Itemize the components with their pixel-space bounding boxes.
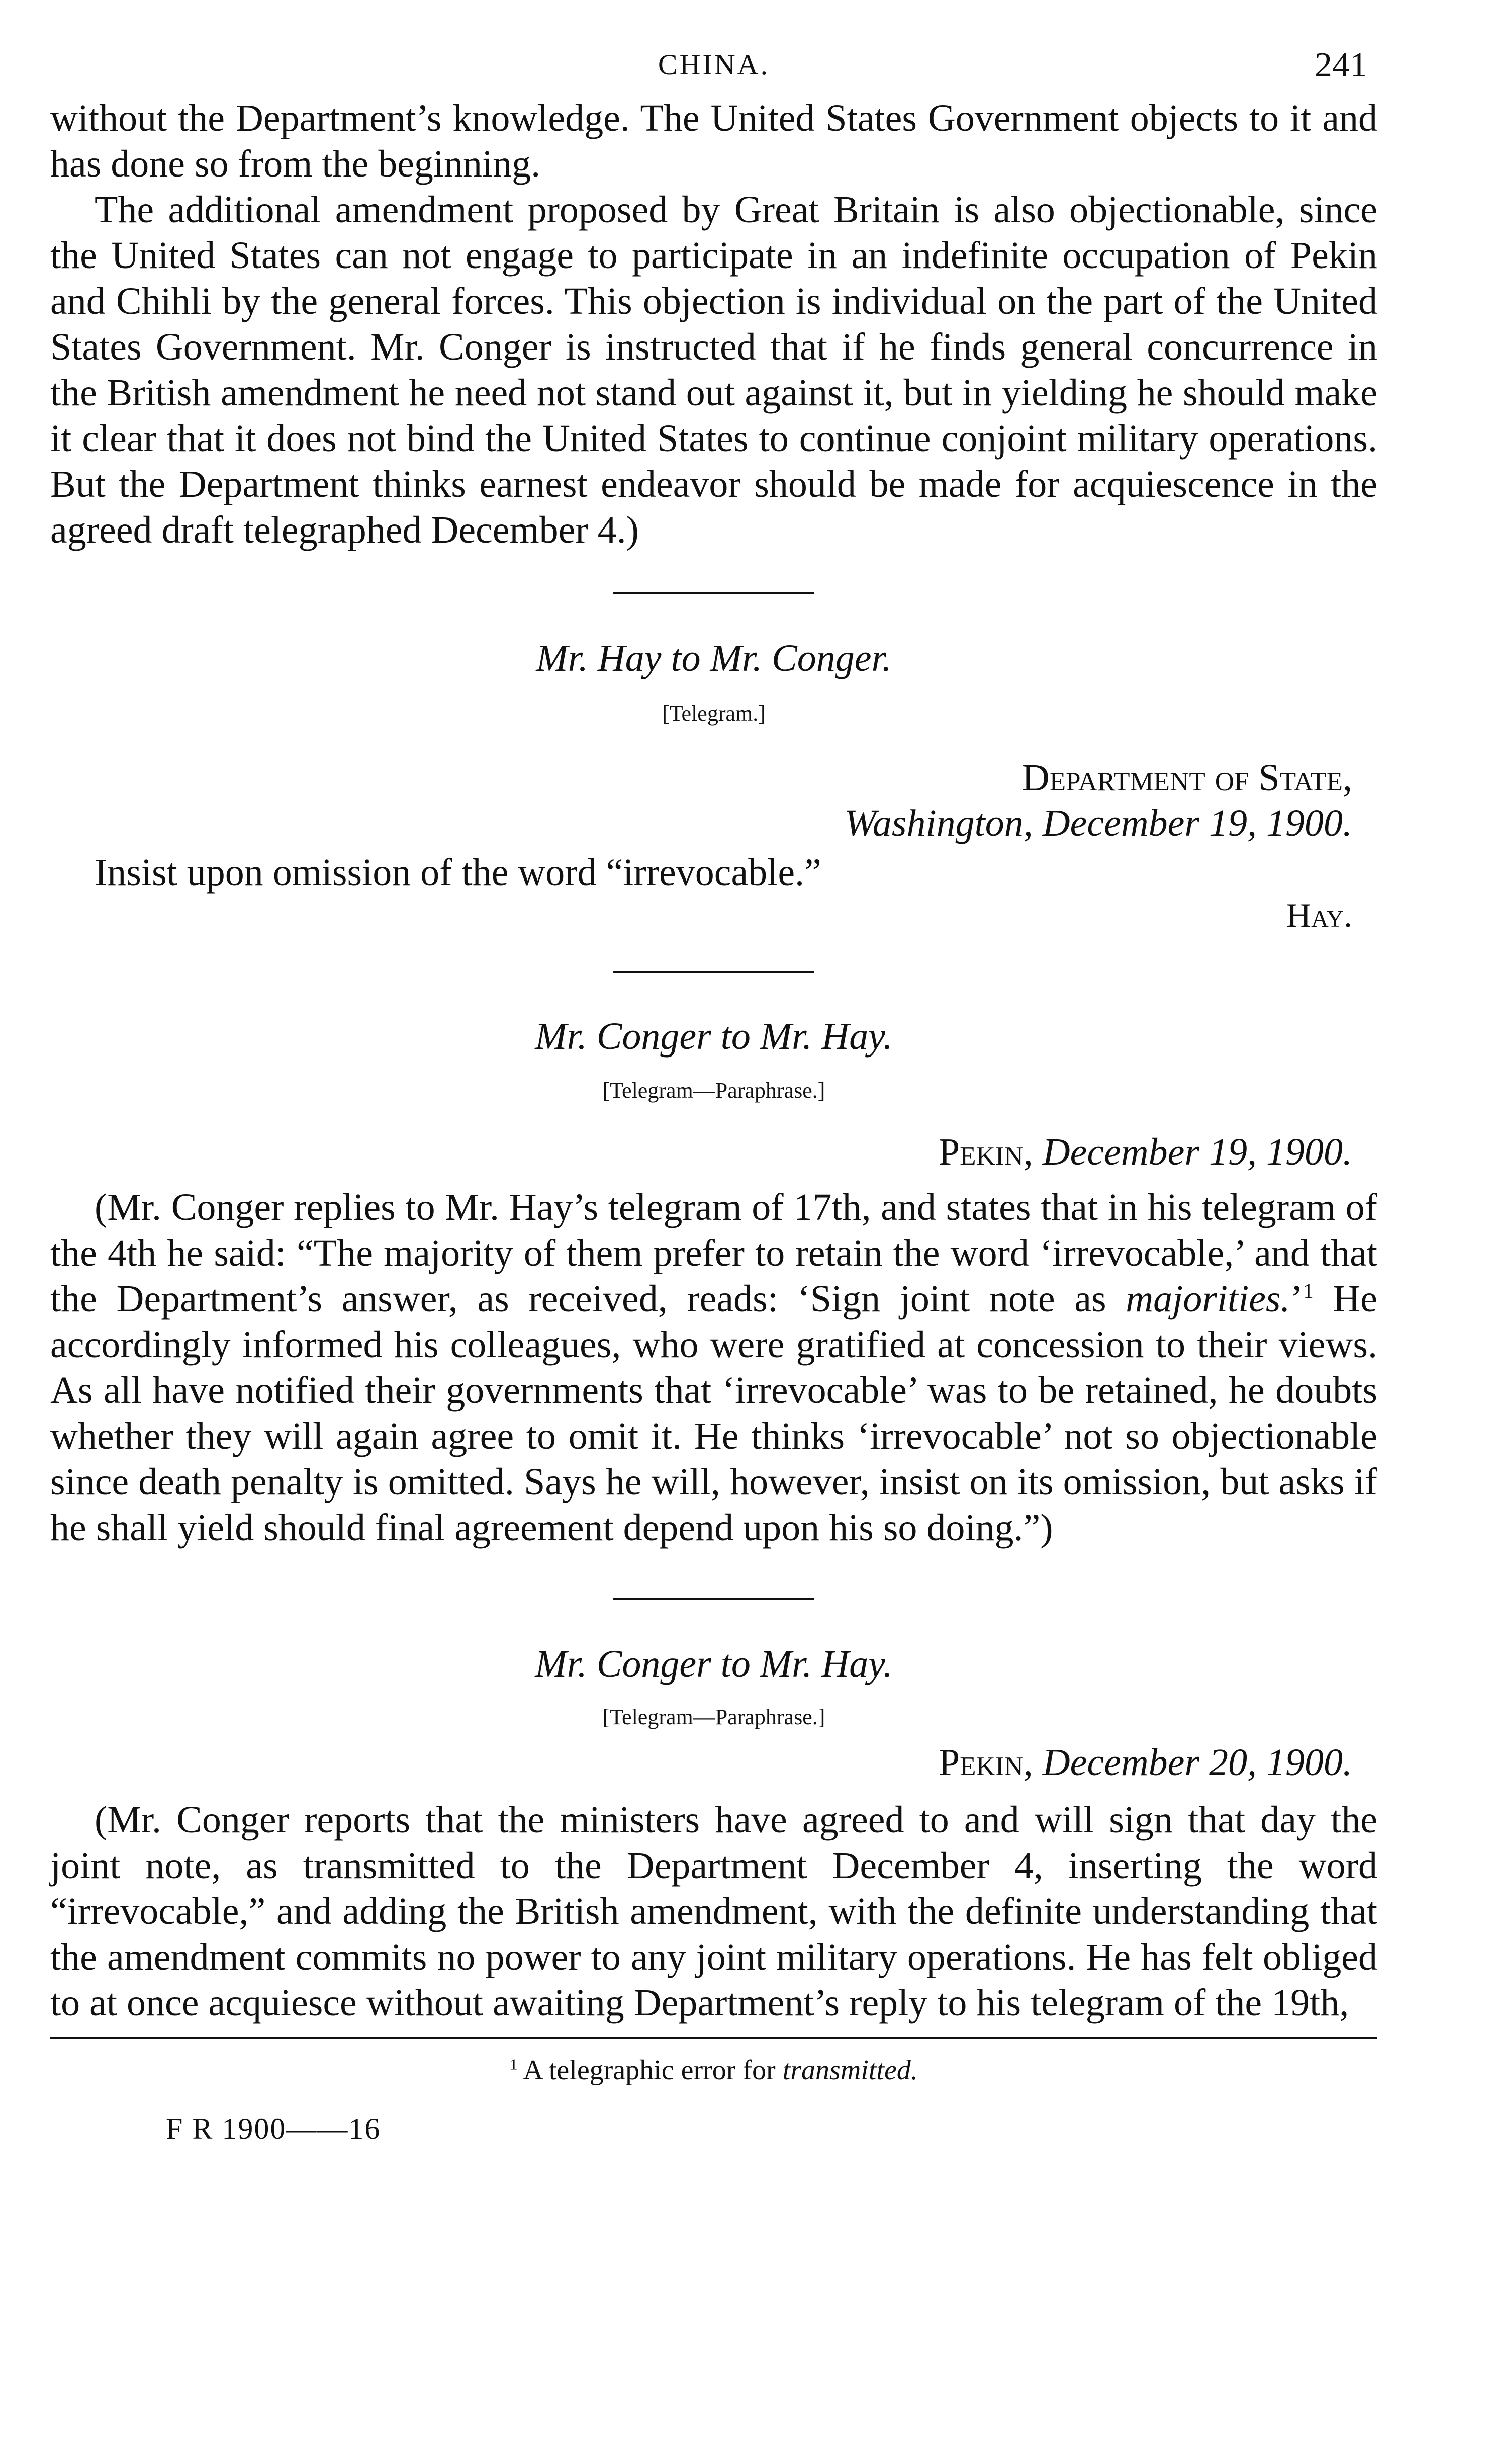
- dateline-date: December 20, 1900.: [1042, 1741, 1352, 1784]
- paragraph: The additional amendment proposed by Great Britain is also objectionable, since the United States can not engage to participate in an indefinite occupation of Pekin and Chihli by the general forces. This objection is individual on the part of the United States Government. Mr. Conger is instructed that if he finds general concurrence in the British amendment he need not stand out against it, but in yielding he should make it clear that it does not bind the United States to continue conjoint military operations. But the Department thinks earnest endeavor should be made for acquiescence in the agreed draft telegraphed December 4.): [50, 189, 1377, 551]
- document-body: Insist upon omission of the word “irrevocable.”: [95, 851, 821, 894]
- document-kind: [Telegram—Paraphrase.]: [602, 1078, 825, 1103]
- body-italic: majorities.: [1126, 1278, 1290, 1320]
- dateline: [50, 1740, 1377, 1785]
- dateline-place: Pekin,: [938, 1741, 1033, 1784]
- dateline-place: Department of State,: [1021, 757, 1352, 799]
- dateline-place: Pekin,: [938, 1131, 1033, 1173]
- document-heading: Mr. Hay to Mr. Conger.: [536, 637, 892, 679]
- dateline: [50, 1129, 1377, 1175]
- paragraph-continued: without the Department’s knowledge. The United States Government objects to it and has done so from the beginning.: [50, 97, 1377, 185]
- footnote-text: A telegraphic error for: [523, 2055, 783, 2086]
- body-text: (Mr. Conger replies to Mr. Hay’s telegram of 17th, and states that in his telegram of the 4th he said: “The majority of them prefer to retain the word ‘irrevocable,’ and that the Department’s answer, as received, reads: ‘Sign joint note as: [50, 1186, 1377, 1320]
- page-number: 241: [1315, 46, 1367, 84]
- document-kind: [Telegram.]: [662, 701, 766, 726]
- footnote-italic: transmitted.: [782, 2055, 918, 2086]
- running-head: [50, 35, 1377, 96]
- signature: Hay.: [1286, 896, 1352, 934]
- document-heading: Mr. Conger to Mr. Hay.: [535, 1015, 893, 1058]
- dateline-date: December 19, 1900.: [1042, 1131, 1352, 1173]
- document-kind: [Telegram—Paraphrase.]: [602, 1705, 825, 1729]
- document-body: (Mr. Conger reports that the ministers have agreed to and will sign that day the joint note, as transmitted to the Department December 4, inserting the word “irrevocable,” and adding the British amendment, with the definite understanding that the amendment commits no power to any joint military operations. He has felt obliged to at once acquiesce without awaiting Department’s reply to his telegram of the 19th,: [50, 1799, 1377, 2024]
- running-head-title: CHINA.: [658, 48, 770, 81]
- dateline-date: Washington, December 19, 1900.: [844, 802, 1352, 844]
- body-text: ’: [1290, 1278, 1303, 1320]
- document-heading: Mr. Conger to Mr. Hay.: [535, 1643, 893, 1685]
- footnote: [50, 2054, 1377, 2086]
- footnote-reference: 1: [1303, 1280, 1314, 1303]
- printer-signature-mark: F R 1900——16: [166, 2112, 381, 2145]
- document-body: [50, 1185, 1377, 1551]
- page: [50, 35, 1377, 2146]
- footnote-number: 1: [510, 2056, 518, 2073]
- body-text: He accordingly informed his colleagues, who were gratified at concession to their views. As all have notified their governments that ‘irrevocable’ was to be retained, he doubts whether they will again agree to omit it. He thinks ‘irrevocable’ not so objectionable since death penalty is omitted. Says he will, however, insist on its omission, but asks if he shall yield should final agreement depend upon his so doing.”): [50, 1278, 1377, 1549]
